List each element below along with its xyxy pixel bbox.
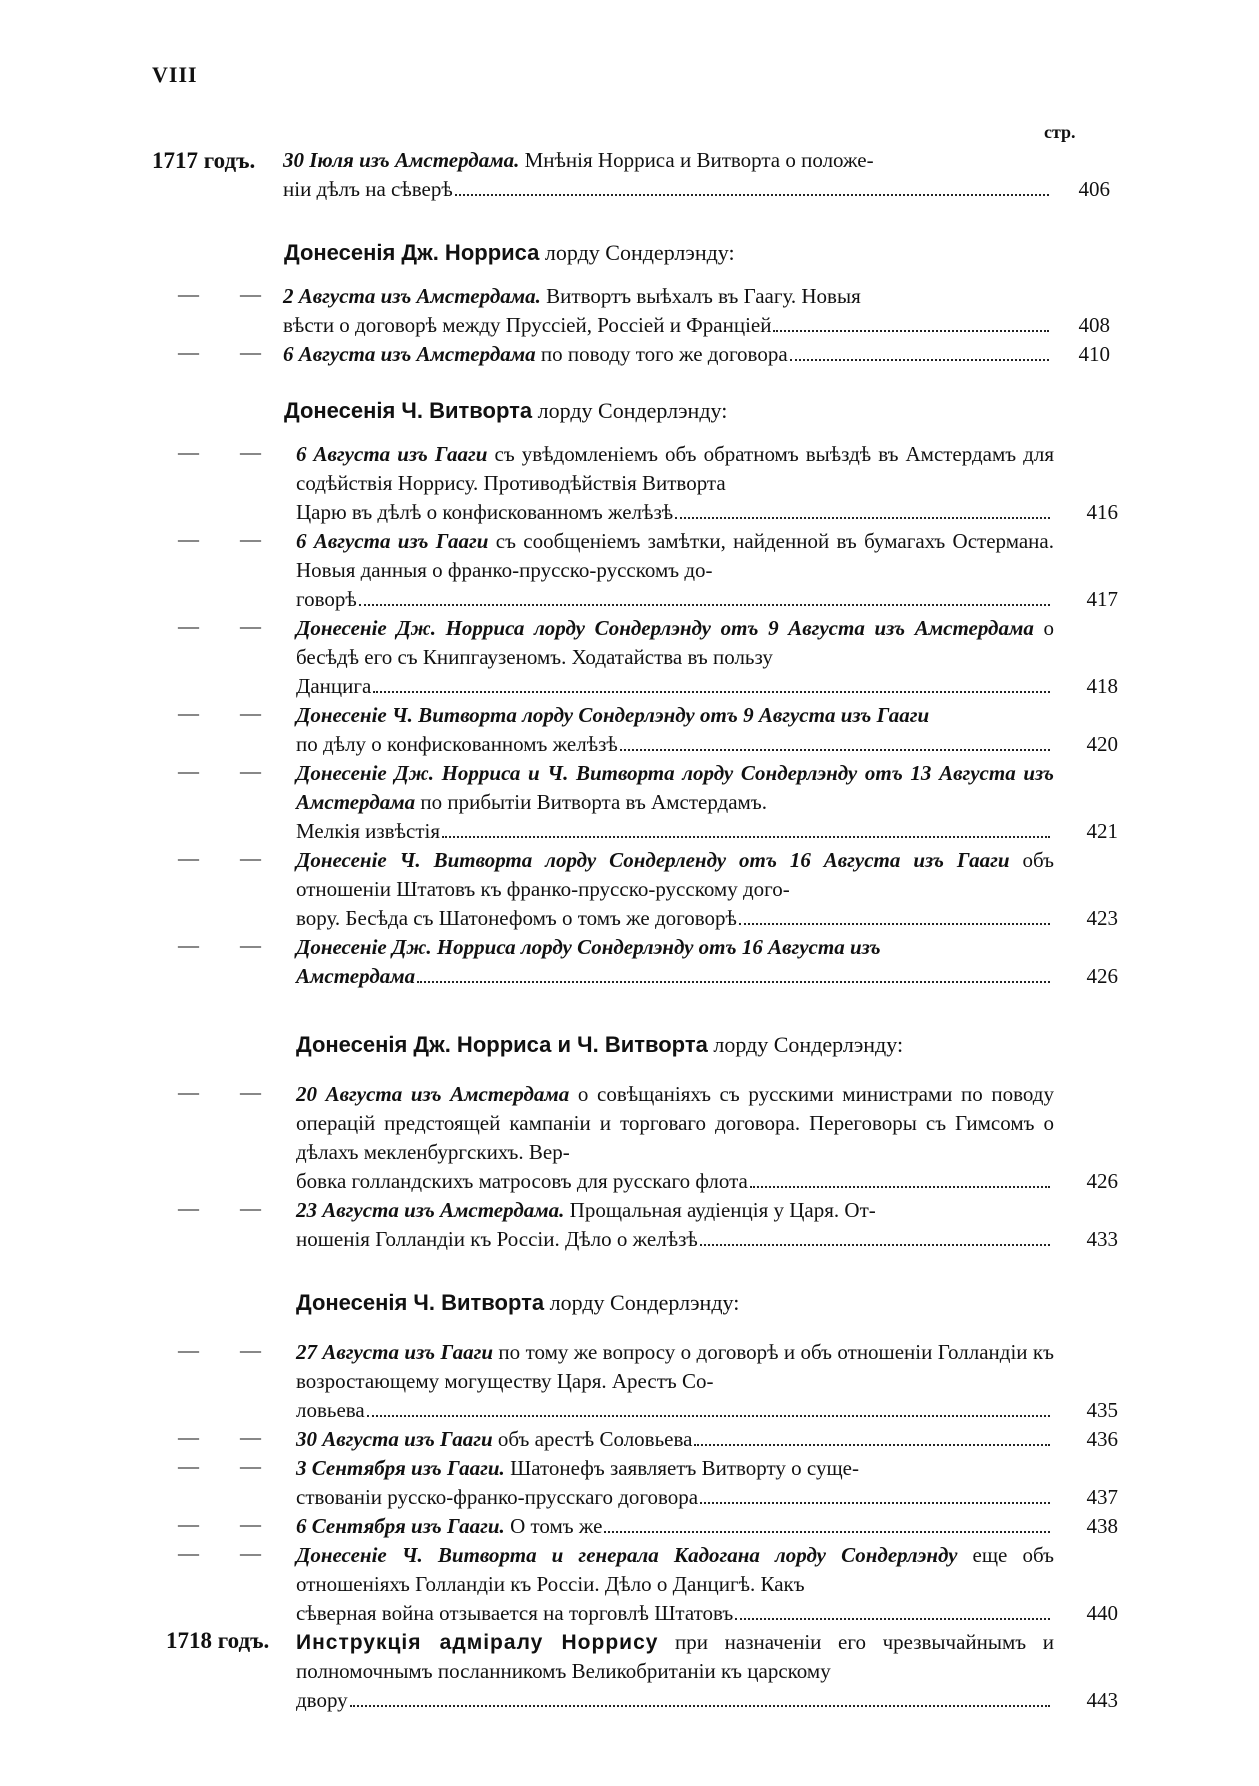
section-heading: Донесенія Дж. Норриса и Ч. Витворта лорду Сондерлэнду: (296, 1032, 904, 1057)
page-ref: 408 (1078, 313, 1110, 337)
page-ref: 423 (1086, 906, 1118, 930)
page-ref: 433 (1086, 1227, 1118, 1251)
page-ref: 426 (1086, 964, 1118, 988)
entry-text: 30 Іюля изъ Амстердама. Мнѣнія Норриса и Витворта о положе- ніи дѣлъ на сѣверѣ (283, 146, 1053, 204)
page-ref: 437 (1086, 1485, 1118, 1509)
page-ref: 435 (1086, 1398, 1118, 1422)
page-ref: 410 (1078, 342, 1110, 366)
page-ref: 440 (1086, 1601, 1118, 1625)
page-ref: 406 (1078, 177, 1110, 201)
section-heading: Донесенія Дж. Норриса лорду Сондерлэнду: (284, 240, 735, 265)
year-label: 1717 годъ. (152, 148, 256, 173)
page-ref: 421 (1086, 819, 1118, 843)
section-heading: Донесенія Ч. Витворта лорду Сондерлэнду: (284, 398, 728, 423)
section-heading: Донесенія Ч. Витворта лорду Сондерлэнду: (296, 1290, 740, 1315)
page-ref: 443 (1086, 1688, 1118, 1712)
page-ref: 417 (1086, 587, 1118, 611)
document-page: VIII стр. 1717 годъ. 30 Іюля изъ Амстердама. Мнѣнія Норриса и Витворта о положе- ніи дѣлъ на сѣверѣ 406 Донесенія Дж. Норриса лорду Сондерлэнду: — — 2 Августа изъ Амстердама. Витвортъ выѣхалъ въ Гаагу. Новыя вѣсти о договорѣ между Пруссіей, Россіей и Франціей 408 — — 6 Августа изъ Амстердама по поводу того же договора 410 Донесенія Ч. Витворта лорду Сондерлэнду: — — 6 Августа изъ Гааги съ увѣдомленіемъ объ обратномъ выѣздѣ въ Амстердамъ для содѣйствія Норрису. Противодѣйствія Витворта Царю въ дѣлѣ о конфискованномъ желѣзѣ 416 — — 6 Августа изъ Гааги съ сообщеніемъ замѣтки, найденной въ бумагахъ Остермана. Новыя данныя о франко-прусско-русскомъ до- говорѣ 417 — — Донесеніе Дж. Норриса лорду Сондерлэнду отъ 9 Августа изъ Амстердама о бесѣдѣ его съ Книпгаузеномъ. Ходатайства въ пользу Данцига 418 — — Донесеніе Ч. Витворта лорду Сондерлэнду отъ 9 Августа изъ Гааги по дѣлу о конфискованномъ желѣзѣ 420 — — Донесеніе Дж. Норриса и Ч. Витворта лорду Сондерлэнду отъ 13 Августа изъ Амстердама по прибытіи Витворта въ Амстердамъ. Мелкія извѣстія 421 — — Донесеніе Ч. Витворта лорду Сондерленду отъ 16 Августа изъ Гааги объ отношеніи Штатовъ къ франко-прусско-русскому дого- вору. Бесѣда съ Шатонефомъ о томъ же договорѣ 423 — — Донесеніе Дж. Норриса лорду Сондерлэнду отъ 16 Августа изъ Амстердама 426 Донесенія Дж. Норриса и Ч. Витворта лорду Сондерлэнду: — — 20 Августа изъ Амстердама о совѣщаніяхъ съ русскими министрами по поводу операцій предстоящей кампаніи и торговаго договора. Переговоры съ Гимсомъ о дѣлахъ мекленбургскихъ. Вер- бовка голландскихъ матросовъ для русскаго флота 426 — — 23 Августа изъ Амстердама. Прощальная аудіенція у Царя. От- ношенія Голландіи къ Россіи. Дѣло о желѣзѣ 433 Донесенія Ч. Витворта лорду Сондерлэнду: — — 27 Августа изъ Гааги по тому же вопросу о договорѣ и объ отношеніи Голландіи къ возростающему могуществу Царя. Арестъ Со- ловьева 435 — — 30 Августа изъ Гааги объ арестѣ Соловьева 436 — — 3 Сентября изъ Гааги. Шатонефъ заявляетъ Витворту о суще- ствованіи русско-франко-прусскаго договора 437 — — 6 Сентября изъ Гааги. О томъ же 438 — — Донесеніе Ч. Витворта и генерала Кадогана лорду Сондерлэнду еще объ отношеніяхъ Голландіи къ Россіи. Дѣло о Данцигѣ. Какъ сѣверная война отзывается на торговлѣ Штатовъ 440 1718 годъ. Инструкція адміралу Норрису при назначеніи его чрезвычайнымъ и полномочнымъ посланникомъ Великобританіи къ царскому двору 443 (0, 0, 1259, 1786)
page-number: VIII (152, 62, 198, 87)
page-ref: 418 (1086, 674, 1118, 698)
page-column-header: стр. (1044, 122, 1076, 142)
year-label: 1718 годъ. (166, 1628, 270, 1653)
page-ref: 438 (1086, 1514, 1118, 1538)
page-ref: 416 (1086, 500, 1118, 524)
page-ref: 420 (1086, 732, 1118, 756)
page-ref: 426 (1086, 1169, 1118, 1193)
page-ref: 436 (1086, 1427, 1118, 1451)
